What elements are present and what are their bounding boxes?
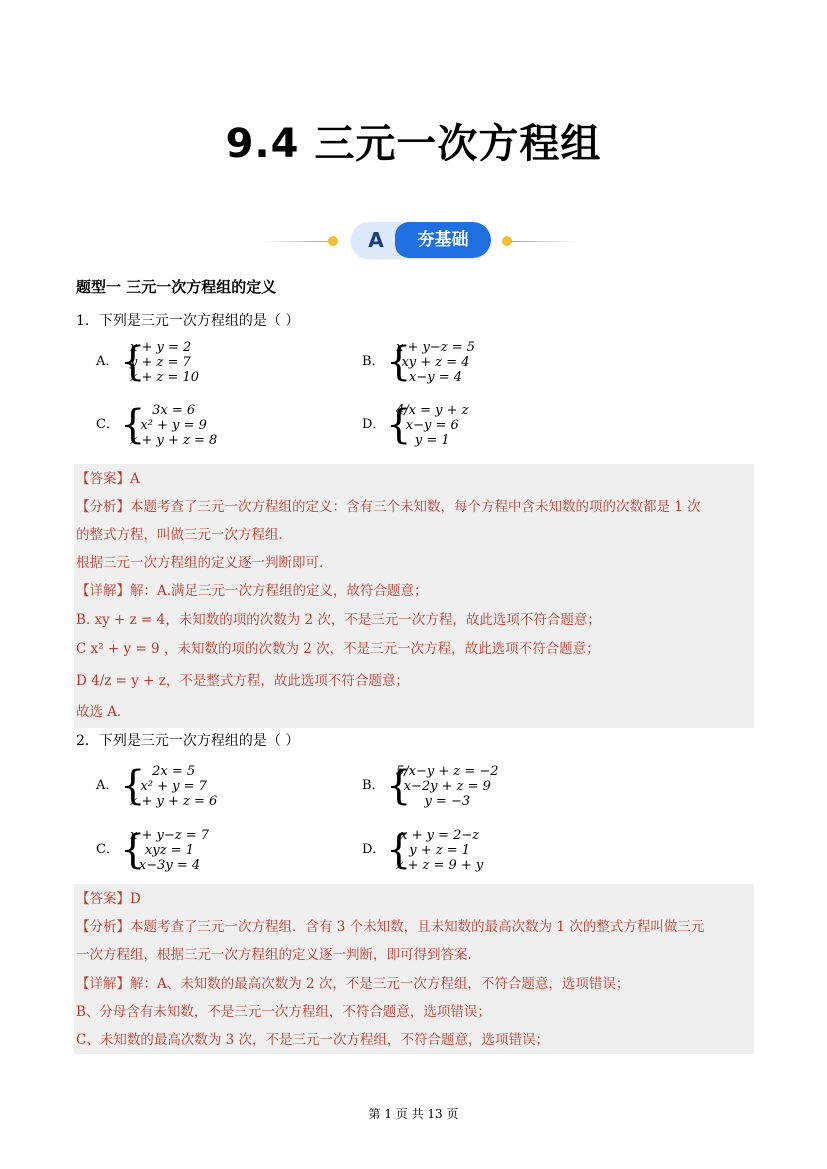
page-title: 9.4 三元一次方程组	[225, 121, 602, 167]
eq-row: x + y−z = 5	[396, 340, 476, 355]
option-label: B．	[362, 354, 385, 369]
answer-line: 的整式方程，叫做三元一次方程组．	[76, 527, 292, 543]
option-label: A．	[96, 354, 119, 369]
banner-line-right	[510, 241, 578, 242]
answer-line: 【分析】本题考查了三元一次方程组．含有 3 个未知数，且未知数的最高次数为 1 次的整式方程叫做三元	[76, 919, 705, 935]
brace-icon: {	[386, 763, 412, 809]
eq-row: x + z = 9 + y	[396, 858, 484, 873]
eq-row: x + y = 2−z	[400, 828, 480, 843]
eq-row: x + y + z = 8	[130, 433, 218, 448]
brace-icon: {	[386, 402, 412, 448]
option-label: C．	[96, 417, 119, 432]
eq-row: x−y = 6	[405, 418, 459, 433]
answer-line: 【详解】解：A.满足三元一次方程组的定义，故符合题意；	[76, 583, 428, 599]
q2-answer-box	[74, 884, 754, 1054]
option-label: B．	[362, 778, 385, 793]
answer-line: C、未知数的最高次数为 3 次，不是三元一次方程组，不符合题意，选项错误；	[76, 1032, 549, 1048]
eq-row: x + z = 10	[130, 370, 200, 385]
eq-row: 4/x = y + z	[396, 403, 469, 418]
answer-line: 【详解】解：A、未知数的最高次数为 2 次，不是三元一次方程组，不符合题意，选项错误；	[76, 976, 630, 992]
brace-icon: {	[120, 763, 146, 809]
eq-row: xy + z = 4	[401, 355, 470, 370]
answer-line: 一次方程组，根据三元一次方程组的定义逐一判断，即可得到答案．	[76, 947, 481, 963]
eq-row: 5/x−y + z = −2	[396, 764, 499, 779]
eq-row: x + y−z = 7	[130, 828, 210, 843]
eq-row: y = −3	[424, 794, 471, 809]
q1-answer-box	[74, 464, 754, 728]
eq-row: y + z = 1	[409, 843, 471, 858]
question-2-stem: 2．下列是三元一次方程组的是（ ）	[76, 733, 300, 749]
answer-line: D 4/z = y + z，不是整式方程，故此选项不符合题意；	[76, 673, 409, 689]
banner-text: 夯基础	[395, 222, 491, 258]
banner-dot-left	[328, 236, 338, 246]
page-footer: 第 1 页 共 13 页	[368, 1107, 459, 1121]
answer-line: C x² + y = 9 ，未知数的项的次数为 2 次，不是三元一次方程，故此选项不符合题意；	[76, 641, 600, 657]
answer-line: 故选 A．	[76, 704, 131, 720]
banner-letter: A	[351, 222, 401, 258]
eq-row: y = 1	[414, 433, 450, 448]
brace-icon: {	[120, 827, 146, 873]
eq-row: 2x = 5	[152, 764, 196, 779]
answer-line: B、分母含有未知数，不是三元一次方程组，不符合题意，选项错误；	[76, 1004, 491, 1020]
brace-icon: {	[120, 339, 146, 385]
brace-icon: {	[386, 827, 412, 873]
eq-row: x−3y = 4	[138, 858, 201, 873]
eq-row: x² + y = 7	[140, 779, 207, 794]
eq-row: 3x = 6	[152, 403, 196, 418]
eq-row: x−2y + z = 9	[403, 779, 491, 794]
answer-line: B. xy + z = 4，未知数的项的次数为 2 次，不是三元一次方程，故此选项不符合题意；	[76, 612, 601, 628]
section-banner	[262, 222, 578, 260]
eq-row: xyz = 1	[145, 843, 194, 858]
section-title: 题型一 三元一次方程组的定义	[76, 278, 277, 296]
option-label: C．	[96, 842, 119, 857]
answer-line: 【答案】D	[76, 891, 141, 907]
eq-row: y + z = 7	[130, 355, 191, 370]
eq-row: x−y = 4	[409, 370, 462, 385]
eq-row: x + y + z = 6	[130, 794, 218, 809]
eq-row: x² + y = 9	[140, 418, 207, 433]
banner-line-left	[262, 241, 330, 242]
option-label: D．	[362, 842, 386, 857]
eq-row: x + y = 2	[130, 340, 192, 355]
banner-pill	[351, 222, 491, 258]
answer-line: 【答案】A	[76, 471, 140, 487]
question-1-stem: 1．下列是三元一次方程组的是（ ）	[76, 313, 300, 329]
brace-icon: {	[120, 402, 146, 448]
answer-line: 【分析】本题考查了三元一次方程组的定义：含有三个未知数，每个方程中含未知数的项的次数都是 1 次	[76, 499, 701, 515]
option-label: A．	[96, 778, 119, 793]
brace-icon: {	[386, 339, 412, 385]
answer-line: 根据三元一次方程组的定义逐一判断即可．	[76, 555, 333, 571]
option-label: D．	[362, 417, 386, 432]
